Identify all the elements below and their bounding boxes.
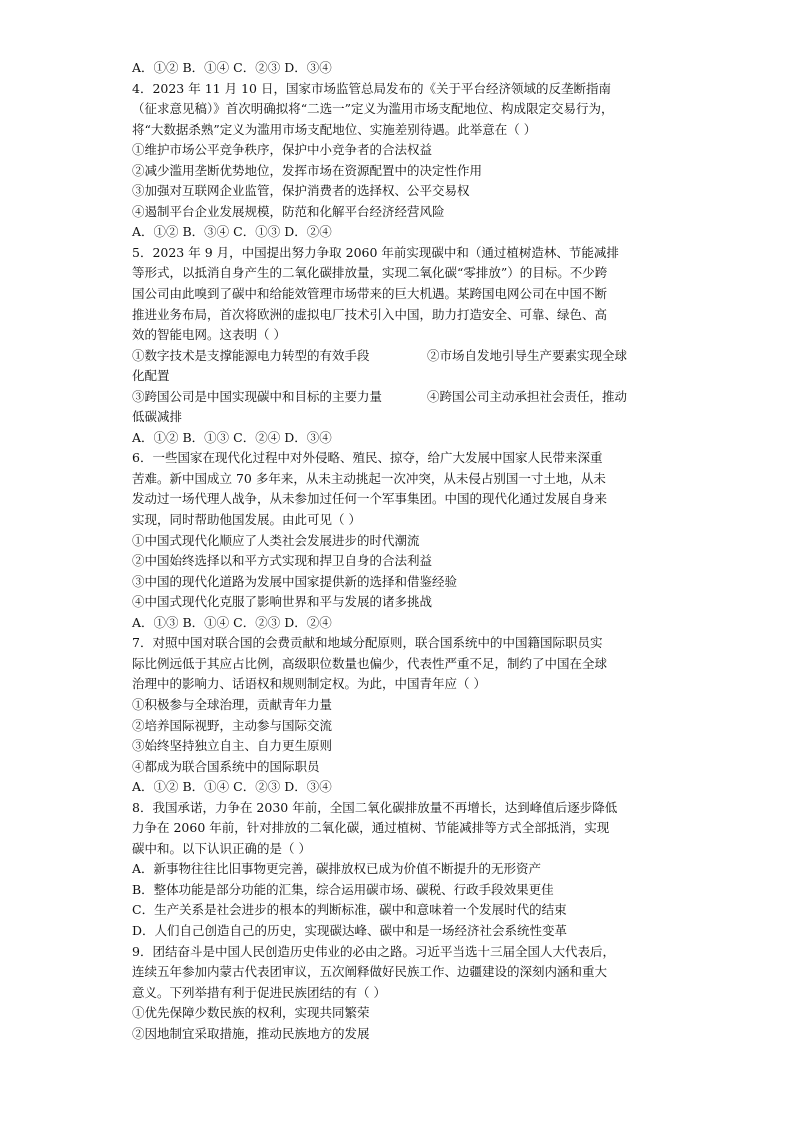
question-text: 将“大数据杀熟”定义为滥用市场支配地位、实施差别待遇。此举意在（ ） [132, 121, 537, 137]
answer-options: A．①② B．①③ C．②④ D．③④ [132, 429, 332, 445]
answer-options: A．①② B．①④ C．②③ D．③④ [132, 779, 332, 795]
question-text: 连续五年参加内蒙古代表团审议，五次阐释做好民族工作、边疆建设的深刻内涵和重大 [132, 964, 608, 980]
q3-answer-options: A．①② B．①④ C．②③ D．③④ [132, 60, 332, 75]
statement-option: ②培养国际视野，主动参与国际交流 [132, 717, 333, 733]
choice-option-c: C．生产关系是社会进步的根本的判断标准，碳中和意味着一个发展时代的结束 [132, 902, 567, 918]
question-text: 8．我国承诺，力争在 2030 年前，全国二氧化碳排放量不再增长，达到峰值后逐步降低 [132, 799, 618, 815]
statement-option: ①维护市场公平竞争秩序，保护中小竞争者的合法权益 [132, 142, 433, 158]
statement-option-row [132, 387, 672, 408]
question-text: 力争在 2060 年前，针对排放的二氧化碳，通过植树、节能减排等方式全部抵消，实现 [132, 820, 610, 836]
statement-option: ②市场自发地引导生产要素实现全球 [427, 347, 628, 363]
question-text: 推进业务布局，首次将欧洲的虚拟电厂技术引入中国，助力打造安全、可靠、绿色、高 [132, 306, 608, 322]
question-text: 9．团结奋斗是中国人民创造历史伟业的必由之路。习近平当选十三届全国人大代表后， [132, 943, 615, 959]
question-text: 意义。下列举措有利于促进民族团结的有（ ） [132, 984, 386, 1000]
question-text: 5．2023 年 9 月，中国提出努力争取 2060 年前实现碳中和（通过植树造林、节能减排 [132, 244, 619, 260]
statement-option-continuation: 化配置 [132, 368, 170, 384]
answer-options: A．①③ B．①④ C．②③ D．②④ [132, 614, 332, 630]
statement-option: ③跨国公司是中国实现碳中和目标的主要力量 [132, 388, 383, 404]
statement-option: ③中国的现代化道路为发展中国家提供新的选择和借鉴经验 [132, 573, 458, 589]
choice-option-b: B．整体功能是部分功能的汇集，综合运用碳市场、碳税、行政手段效果更佳 [132, 881, 554, 897]
question-text: 效的智能电网。这表明（ ） [132, 327, 286, 343]
question-6 [132, 448, 672, 633]
question-8 [132, 798, 672, 942]
question-text: 6．一些国家在现代化过程中对外侵略、殖民、掠夺，给广大发展中国家人民带来深重 [132, 450, 603, 466]
statement-option: ②因地制宜采取措施，推动民族地方的发展 [132, 1025, 370, 1041]
choice-option-a: A．新事物往往比旧事物更完善，碳排放权已成为价值不断提升的无形资产 [132, 861, 542, 877]
statement-option: ③加强对互联网企业监管，保护消费者的选择权、公平交易权 [132, 183, 470, 199]
question-text: 国公司由此嗅到了碳中和给能效管理市场带来的巨大机遇。某跨国电网公司在中国不断 [132, 286, 608, 302]
statement-option: ④跨国公司主动承担社会责任，推动 [427, 388, 628, 404]
statement-option: ④遏制平台企业发展规模，防范和化解平台经济经营风险 [132, 203, 445, 219]
statement-option: ①积极参与全球治理，贡献青年力量 [132, 696, 333, 712]
question-text: 等形式，以抵消自身产生的二氧化碳排放量，实现二氧化碳“零排放”）的目标。不少跨 [132, 265, 608, 281]
question-text: 苦难。新中国成立 70 多年来，从未主动挑起一次冲突，从未侵占别国一寸土地，从未 [132, 470, 606, 486]
statement-option: ④都成为联合国系统中的国际职员 [132, 758, 320, 774]
statement-option-continuation: 低碳减排 [132, 409, 183, 425]
question-text: （征求意见稿）》首次明确拟将“二选一”定义为滥用市场支配地位、构成限定交易行为， [132, 101, 614, 117]
question-text: 7．对照中国对联合国的会费贡献和地域分配原则，联合国系统中的中国籍国际职员实 [132, 635, 603, 651]
question-7 [132, 633, 672, 797]
statement-option: ①数字技术是支撑能源电力转型的有效手段 [132, 347, 370, 363]
statement-option: ①中国式现代化顺应了人类社会发展进步的时代潮流 [132, 532, 420, 548]
answer-options: A．①② B．③④ C．①③ D．②④ [132, 224, 332, 240]
question-4 [132, 79, 672, 243]
question-text: 4．2023 年 11 月 10 日，国家市场监管总局发布的《关于平台经济领域的反垄断指南 [132, 80, 611, 96]
question-text: 发动过一场代理人战争，从未参加过任何一个军事集团。中国的现代化通过发展自身来 [132, 491, 608, 507]
question-9 [132, 942, 672, 1045]
question-text: 际比例远低于其应占比例，高级职位数量也偏少，代表性严重不足，制约了中国在全球 [132, 655, 608, 671]
question-5 [132, 243, 672, 448]
statement-option: ②减少滥用垄断优势地位，发挥市场在资源配置中的决定性作用 [132, 162, 483, 178]
statement-option: ①优先保障少数民族的权利，实现共同繁荣 [132, 1005, 370, 1021]
statement-option: ④中国式现代化克服了影响世界和平与发展的诸多挑战 [132, 594, 433, 610]
statement-option: ③始终坚持独立自主、自力更生原则 [132, 738, 333, 754]
question-text: 碳中和。以下认识正确的是（ ） [132, 840, 311, 856]
statement-option-row [132, 346, 672, 367]
question-text: 治理中的影响力、话语权和规则制定权。为此，中国青年应（ ） [132, 676, 486, 692]
statement-option: ②中国始终选择以和平方式实现和捍卫自身的合法利益 [132, 553, 433, 569]
exam-page [132, 58, 672, 1044]
question-text: 实现，同时帮助他国发展。由此可见（ ） [132, 512, 361, 528]
choice-option-d: D．人们自己创造自己的历史，实现碳达峰、碳中和是一场经济社会系统性变革 [132, 922, 568, 938]
